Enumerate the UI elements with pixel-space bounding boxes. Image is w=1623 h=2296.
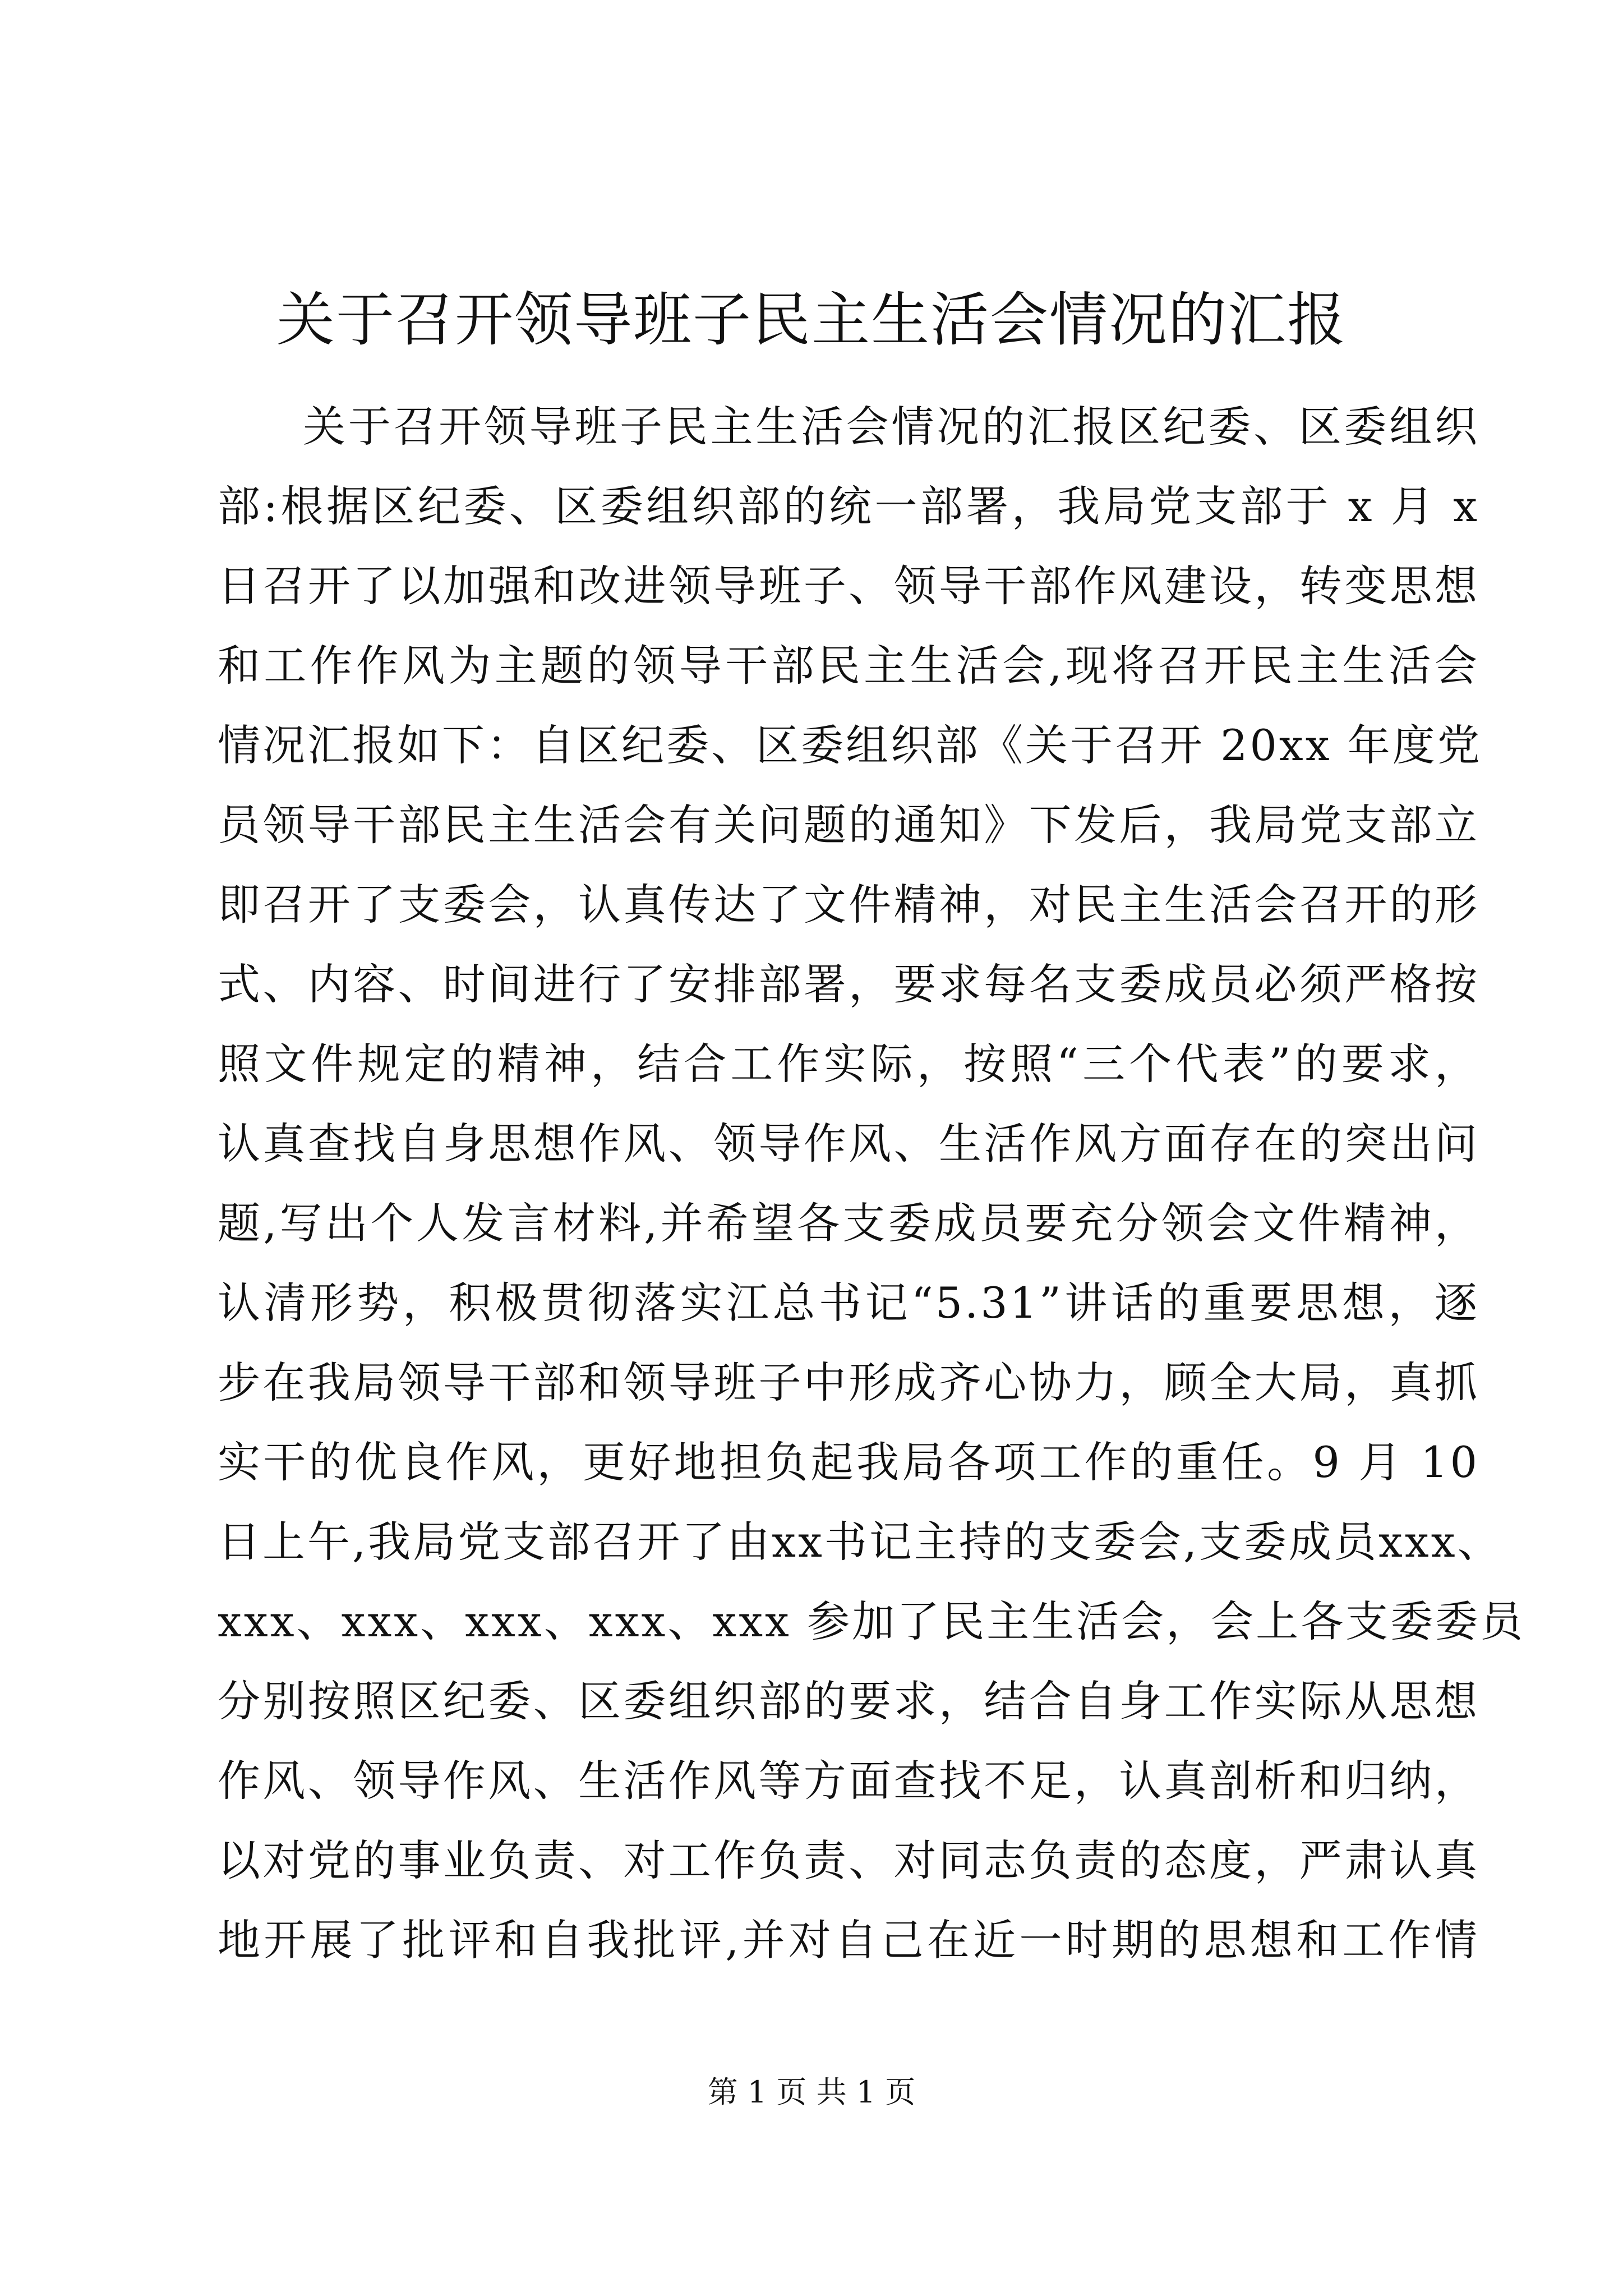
body-line: 题,写出个人发言材料,并希望各支委成员要充分领会文件精神， xyxy=(218,1198,1479,1248)
document-body xyxy=(218,387,1525,1980)
body-line: 部:根据区纪委、区委组织部的统一部署，我局党支部于 x 月 x xyxy=(218,481,1479,531)
body-line: 地开展了批评和自我批评,并对自己在近一时期的思想和工作情 xyxy=(218,1915,1479,1965)
body-line: 关于召开领导班子民主生活会情况的汇报区纪委、区委组织 xyxy=(303,402,1479,452)
body-line: 和工作作风为主题的领导干部民主生活会,现将召开民主生活会 xyxy=(218,641,1479,691)
body-line: 作风、领导作风、生活作风等方面查找不足，认真剖析和归纳， xyxy=(218,1756,1479,1806)
body-line: 以对党的事业负责、对工作负责、对同志负责的态度，严肃认真 xyxy=(218,1835,1479,1885)
body-line: 员领导干部民主生活会有关问题的通知》下发后，我局党支部立 xyxy=(218,800,1479,850)
body-line: 情况汇报如下：自区纪委、区委组织部《关于召开 20xx 年度党 xyxy=(218,720,1482,770)
body-line: 照文件规定的精神，结合工作实际，按照“三个代表”的要求， xyxy=(218,1039,1479,1089)
page-number-footer: 第 1 页 共 1 页 xyxy=(707,2074,916,2110)
body-line: xxx、xxx、xxx、xxx、xxx 参加了民主生活会，会上各支委委员 xyxy=(218,1596,1525,1646)
body-line: 分别按照区纪委、区委组织部的要求，结合自身工作实际从思想 xyxy=(218,1676,1479,1726)
body-line: 日召开了以加强和改进领导班子、领导干部作风建设，转变思想 xyxy=(218,561,1479,611)
body-line: 即召开了支委会，认真传达了文件精神，对民主生活会召开的形 xyxy=(218,880,1479,930)
body-line: 认真查找自身思想作风、领导作风、生活作风方面存在的突出问 xyxy=(218,1119,1479,1168)
body-line: 式、内容、时间进行了安排部署，要求每名支委成员必须严格按 xyxy=(218,959,1479,1009)
document-title: 关于召开领导班子民主生活会情况的汇报 xyxy=(276,286,1347,354)
body-line: 步在我局领导干部和领导班子中形成齐心协力，顾全大局，真抓 xyxy=(218,1358,1479,1407)
body-line: 实干的优良作风，更好地担负起我局各项工作的重任。9 月 10 xyxy=(218,1437,1479,1487)
body-line: 日上午,我局党支部召开了由xx书记主持的支委会,支委成员xxx、 xyxy=(218,1517,1502,1567)
body-line: 认清形势，积极贯彻落实江总书记“5.31”讲话的重要思想，逐 xyxy=(218,1278,1479,1328)
